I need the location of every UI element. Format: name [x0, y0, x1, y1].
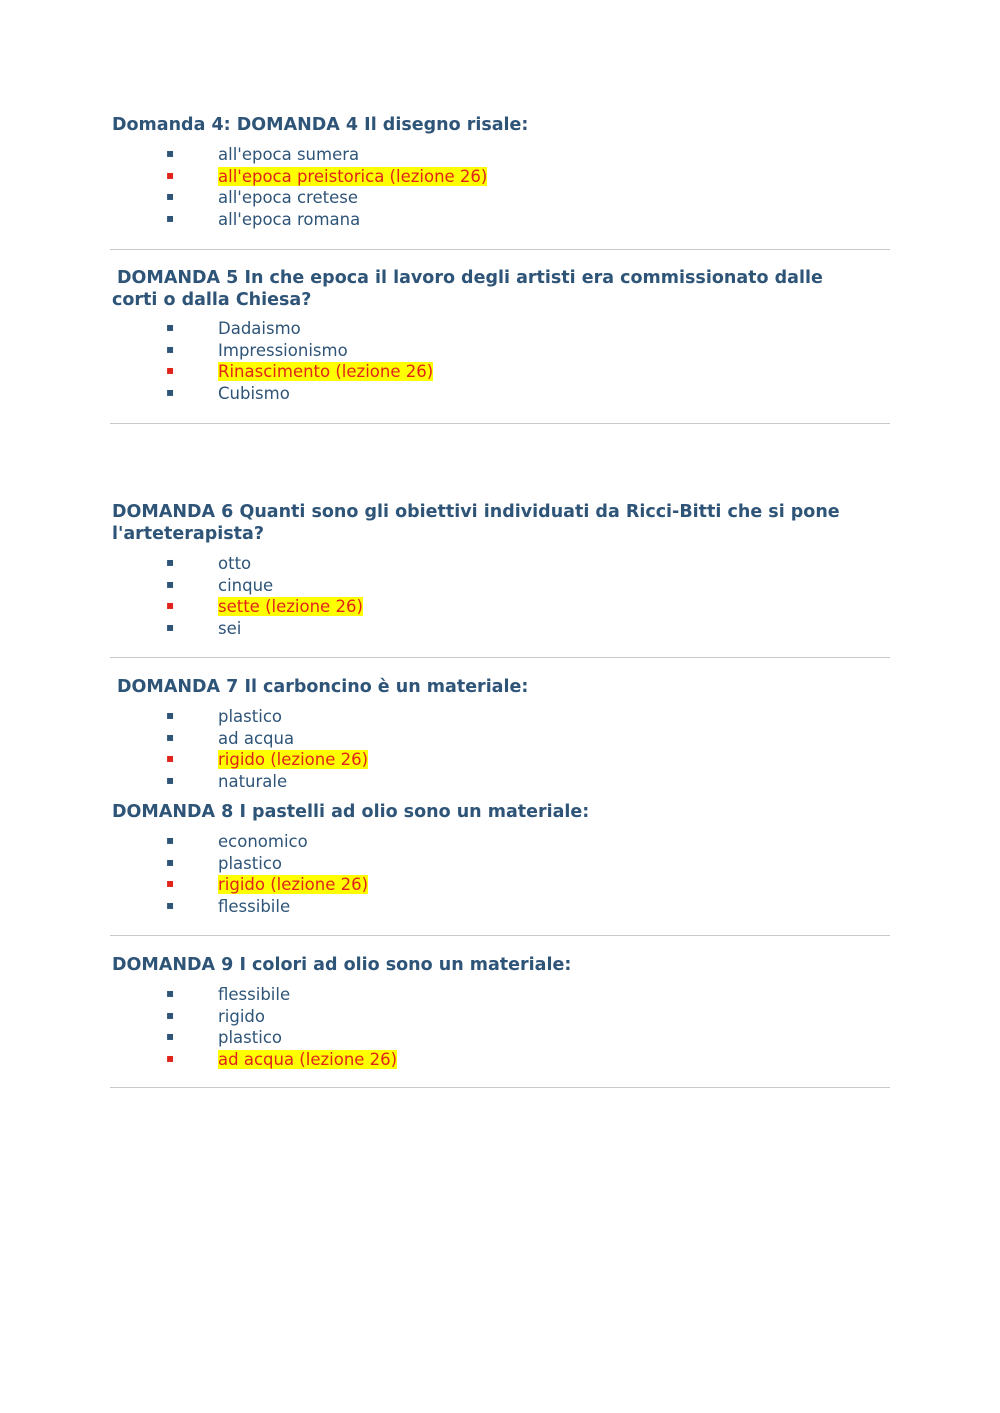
option-q6-a[interactable]: ▪ otto — [166, 554, 252, 573]
option-q5-d[interactable]: ▪ Cubismo — [166, 383, 290, 403]
option-q8-c-correct[interactable]: ▪ rigido (lezione 26) — [166, 875, 369, 894]
question-6-title: DOMANDA 6 Quanti sono gli obiettivi individuati da Ricci-Bitti che si pone l'arteterapista? — [112, 502, 840, 544]
bullet-icon: ▪ — [166, 341, 175, 356]
divider — [110, 423, 890, 424]
option-q4-b-correct[interactable]: ▪ all'epoca preistorica (lezione 26) — [166, 166, 488, 186]
bullet-icon: ▪ — [166, 708, 175, 722]
option-q8-d[interactable]: ▪ flessibile — [166, 896, 291, 916]
bullet-icon: ▪ — [166, 384, 175, 399]
question-6-options — [166, 553, 363, 639]
option-q6-c-correct[interactable]: ▪ sette (lezione 26) — [166, 597, 363, 616]
option-q7-d[interactable]: ▪ naturale — [166, 771, 288, 791]
bullet-icon: ▪ — [166, 189, 175, 203]
bullet-icon: ▪ — [166, 1007, 175, 1022]
bullet-icon: ▪ — [166, 576, 175, 591]
option-q7-a[interactable]: ▪ plastico — [166, 707, 282, 726]
question-5-title: DOMANDA 5 In che epoca il lavoro degli artisti era commissionato dalle corti o dalla Chiesa? — [112, 268, 823, 310]
divider — [110, 935, 890, 936]
bullet-icon: ▪ — [166, 833, 175, 847]
option-q5-a[interactable]: ▪ Dadaismo — [166, 319, 301, 338]
question-7-options — [166, 706, 368, 792]
question-4-options — [166, 144, 487, 230]
option-q5-b[interactable]: ▪ Impressionismo — [166, 340, 348, 360]
bullet-icon: ▪ — [166, 986, 175, 1000]
bullet-icon: ▪ — [166, 1029, 175, 1043]
option-q6-b[interactable]: ▪ cinque — [166, 575, 274, 595]
option-q7-c-correct[interactable]: ▪ rigido (lezione 26) — [166, 750, 369, 769]
option-q4-c[interactable]: ▪ all'epoca cretese — [166, 188, 358, 207]
bullet-icon: ▪ — [166, 1050, 175, 1065]
option-q5-c-correct[interactable]: ▪ Rinascimento (lezione 26) — [166, 362, 434, 381]
bullet-icon: ▪ — [166, 167, 175, 182]
question-8-title: DOMANDA 8 I pastelli ad olio sono un materiale: — [112, 802, 590, 822]
option-q8-b[interactable]: ▪ plastico — [166, 853, 282, 873]
question-9-options — [166, 984, 397, 1070]
divider — [110, 249, 890, 250]
option-q7-b[interactable]: ▪ ad acqua — [166, 728, 295, 748]
bullet-icon: ▪ — [166, 854, 175, 869]
bullet-icon: ▪ — [166, 772, 175, 787]
divider — [110, 1087, 890, 1088]
question-8-options — [166, 831, 368, 917]
option-q9-b[interactable]: ▪ rigido — [166, 1006, 265, 1026]
bullet-icon: ▪ — [166, 751, 175, 765]
option-q6-d[interactable]: ▪ sei — [166, 618, 242, 638]
bullet-icon: ▪ — [166, 363, 175, 377]
bullet-icon: ▪ — [166, 897, 175, 912]
question-9-title: DOMANDA 9 I colori ad olio sono un materiale: — [112, 955, 572, 975]
option-q9-a[interactable]: ▪ flessibile — [166, 985, 291, 1004]
question-5-options — [166, 318, 433, 404]
divider — [110, 657, 890, 658]
question-4-title: Domanda 4: DOMANDA 4 Il disegno risale: — [112, 115, 529, 135]
option-q9-d-correct[interactable]: ▪ ad acqua (lezione 26) — [166, 1049, 398, 1069]
bullet-icon: ▪ — [166, 876, 175, 890]
bullet-icon: ▪ — [166, 320, 175, 334]
bullet-icon: ▪ — [166, 555, 175, 569]
option-q8-a[interactable]: ▪ economico — [166, 832, 308, 851]
bullet-icon: ▪ — [166, 729, 175, 744]
bullet-icon: ▪ — [166, 210, 175, 225]
question-7-title: DOMANDA 7 Il carboncino è un materiale: — [117, 677, 529, 697]
option-q9-c[interactable]: ▪ plastico — [166, 1028, 282, 1047]
option-q4-a[interactable]: ▪ all'epoca sumera — [166, 145, 360, 164]
bullet-icon: ▪ — [166, 619, 175, 634]
option-q4-d[interactable]: ▪ all'epoca romana — [166, 209, 361, 229]
bullet-icon: ▪ — [166, 598, 175, 612]
bullet-icon: ▪ — [166, 146, 175, 160]
